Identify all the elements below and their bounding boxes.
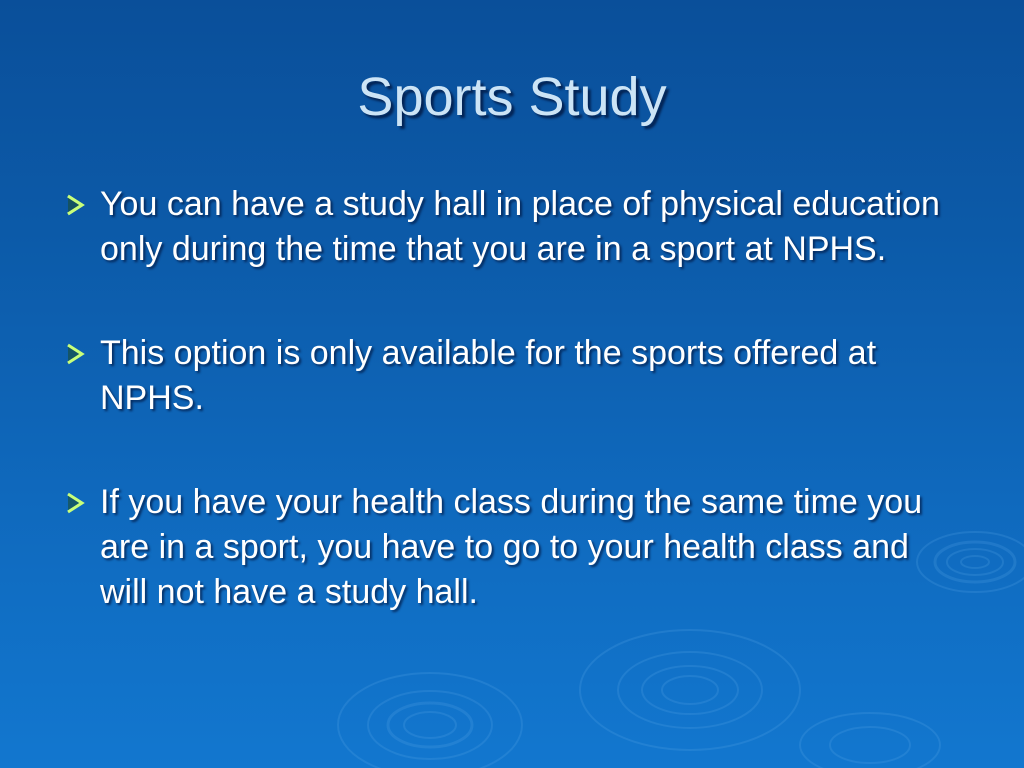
arrow-bullet-icon [64, 194, 86, 216]
arrow-bullet-icon [64, 492, 86, 514]
arrow-bullet-icon [64, 343, 86, 365]
slide-title: Sports Study [357, 67, 667, 127]
bullet-text: You can have a study hall in place of physical education only during the time that you are in a sport at NPHS. [100, 185, 940, 268]
bullet-list [62, 182, 962, 615]
bullet-text: If you have your health class during the same time you are in a sport, you have to go to your health class and will not have a study hall. [100, 483, 923, 611]
bullet-item [62, 480, 962, 615]
bullet-text: This option is only available for the sports offered at NPHS. [100, 334, 877, 417]
bullet-item [62, 182, 962, 272]
bullet-item [62, 331, 962, 421]
